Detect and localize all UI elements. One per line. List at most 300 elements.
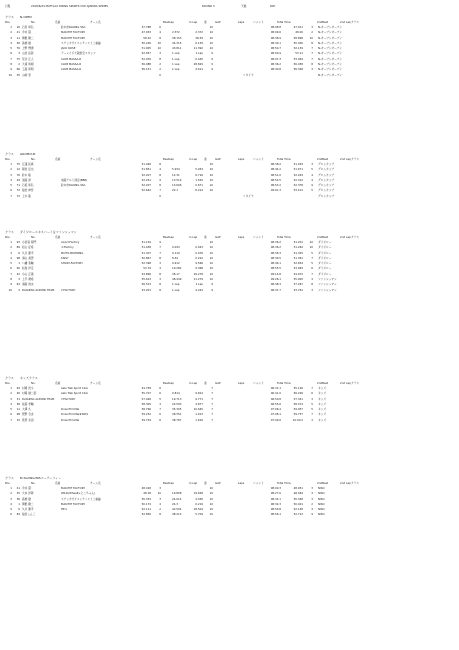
- cell-secondlap: 3: [311, 25, 313, 29]
- cell-team: Y-FACTORY: [61, 396, 76, 401]
- cell-comment: リタイヤ: [243, 193, 254, 198]
- column-header-inlap: In Lap: [189, 381, 198, 385]
- cell-pos: 2: [10, 245, 12, 250]
- cell-second: 53.083: [293, 266, 303, 271]
- cell-no: 84: [16, 512, 20, 517]
- date-label: 日程: [5, 4, 11, 8]
- cell-class: ファンシュマン: [318, 282, 337, 287]
- cell-class: キッズ: [318, 407, 327, 412]
- cell-gap: 9.368: [195, 266, 203, 271]
- cell-no: 90: [16, 266, 20, 271]
- cell-lap: 19.282: [172, 266, 182, 271]
- cell-name: 稲田しんご: [22, 512, 36, 517]
- cell-pos: 8: [10, 277, 12, 282]
- cell-laps: 9: [211, 62, 213, 67]
- cell-best: 51.046: [141, 162, 151, 166]
- cell-secondlap: 7: [311, 386, 313, 390]
- column-header-laps: Laps: [238, 481, 245, 485]
- cell-best: 59.729: [141, 417, 151, 422]
- cell-lap: 42.504: [172, 507, 182, 512]
- cell-team: CLUB MASSA-R: [61, 56, 82, 61]
- cell-gap: 4.456: [195, 496, 203, 501]
- cell-total: 09:01.3: [270, 188, 281, 193]
- cell-no: 35: [16, 72, 20, 77]
- cell-pos: 5: [10, 183, 12, 188]
- cell-no: 16: [16, 25, 20, 29]
- cell-secondlap: 5: [311, 250, 313, 255]
- cell-pos: 5: [10, 46, 12, 51]
- cell-second: 58.898: [293, 35, 303, 40]
- cell-laps: 9: [211, 51, 213, 56]
- cell-name: 大澤 久: [22, 407, 31, 412]
- cell-second: 52.378: [293, 183, 303, 188]
- cell-second: 47.911: [293, 25, 303, 29]
- cell-inlap: 8: [159, 271, 161, 276]
- cell-secondlap: 3: [311, 496, 313, 501]
- cell-team: Aels Trek Sport Club: [61, 386, 88, 390]
- cell-name: 関根 隆二: [22, 35, 34, 40]
- cell-second: 56.328: [293, 67, 303, 72]
- column-header-second: 2ndBest: [317, 235, 329, 239]
- cell-no: 1: [18, 501, 20, 506]
- cell-pos: 10: [8, 72, 12, 77]
- cell-inlap: 3: [159, 496, 161, 501]
- cell-best: 51.905: [141, 46, 151, 51]
- column-header-comment: コメント: [253, 235, 264, 239]
- cell-name: 大滝 和樹: [22, 62, 34, 67]
- cell-team: DownThrottle: [61, 417, 80, 422]
- cell-gap: 9.814: [195, 391, 203, 396]
- cell-laps: 10: [209, 261, 213, 266]
- cell-second: 50.300: [293, 40, 303, 45]
- cell-no: 66: [16, 67, 20, 72]
- cell-second: 51.262: [293, 245, 303, 250]
- column-header-best: BestLap: [163, 235, 174, 239]
- cell-no: 11: [16, 407, 20, 412]
- cell-laps: 10: [209, 245, 213, 250]
- cell-pos: 7: [10, 417, 12, 422]
- cell-gap: 1.616: [195, 417, 203, 422]
- cell-name: 上手 湧希: [22, 277, 34, 282]
- cell-inlap: 9: [159, 240, 161, 244]
- cell-pos: 1: [10, 386, 12, 390]
- cell-second: 55.905: [293, 277, 303, 282]
- cell-pos: 4: [10, 177, 12, 182]
- cell-best: 51.038: [141, 245, 151, 250]
- cell-best: 52.241: [141, 177, 151, 182]
- cell-name: 工藤 和明: [22, 67, 34, 72]
- cell-no: 35: [16, 491, 20, 496]
- cell-secondlap: 7: [311, 412, 313, 417]
- cell-inlap: 3: [159, 486, 161, 490]
- cell-total: 09:14.8: [270, 271, 281, 276]
- cell-gap: 4.877: [195, 401, 203, 406]
- cell-inlap: 10: [157, 491, 161, 496]
- column-header-no: No.: [31, 235, 36, 239]
- cell-name: 石坂 和弘: [22, 183, 34, 188]
- cell-second: 50.401: [293, 501, 303, 506]
- cell-inlap: 6: [159, 25, 161, 29]
- cell-pos: 2: [10, 167, 12, 172]
- cell-inlap: 6: [159, 386, 161, 390]
- cell-no: 15: [16, 417, 20, 422]
- cell-best: 58.32: [143, 35, 151, 40]
- cell-laps: 7: [211, 407, 213, 412]
- cell-second: 56.226: [293, 391, 303, 396]
- cell-best: 47.933: [141, 30, 151, 35]
- cell-comment: リタイヤ: [243, 72, 254, 77]
- column-header-comment: コメント: [253, 157, 264, 161]
- cell-name: 石田 和弘: [22, 25, 34, 29]
- cell-class: ダイジロー: [318, 245, 332, 250]
- column-header-secondlap: 2nd Lap: [340, 157, 351, 161]
- column-header-pos: Pos.: [5, 20, 11, 24]
- results-section: [5, 230, 454, 294]
- cell-lap: 1 Lap: [172, 67, 180, 72]
- cell-total: 08:48.3: [270, 282, 281, 287]
- cell-no: 72: [16, 188, 20, 193]
- cell-class: ダイジロー: [318, 255, 332, 260]
- cell-team: MAKIHIT FACTORY: [61, 501, 86, 506]
- cell-total: 08:32.1: [270, 496, 281, 501]
- column-header-inlap: In Lap: [189, 481, 198, 485]
- cell-total: 08:32.3: [270, 501, 281, 506]
- cell-class: キッズ: [318, 396, 327, 401]
- cell-class: キッズ: [318, 391, 327, 396]
- cell-pos: 3: [10, 250, 12, 255]
- cell-inlap: 8: [159, 56, 161, 61]
- section-title: クラス GROMCUP: [5, 152, 36, 156]
- cell-lap: 0.043: [172, 245, 180, 250]
- cell-name: 山崎 恵: [22, 72, 31, 77]
- cell-secondlap: 2: [311, 30, 313, 35]
- cell-second: 48.464: [293, 491, 303, 496]
- cell-team: DownThrottle: [61, 407, 80, 412]
- column-header-total: Total Time: [277, 157, 291, 161]
- cell-no: 76: [16, 172, 20, 177]
- cell-laps: 10: [209, 25, 213, 29]
- cell-second: 53.064: [293, 56, 303, 61]
- cell-inlap: 0: [159, 193, 161, 198]
- cell-best: 59.232: [141, 412, 151, 417]
- cell-second: 52.712: [293, 512, 303, 517]
- column-header-team: チーム名: [90, 381, 101, 385]
- column-header-lap: 差: [204, 381, 207, 385]
- cell-gap: 4.611: [195, 67, 203, 72]
- cell-gap: 6.716: [195, 172, 203, 177]
- cell-name: 松山 征希: [22, 245, 34, 250]
- cell-laps: 10: [209, 255, 213, 260]
- cell-team: KISSY: [61, 255, 69, 260]
- cell-inlap: 0: [159, 72, 161, 77]
- cell-laps: 10: [209, 271, 213, 276]
- cell-secondlap: 3: [311, 417, 313, 422]
- cell-class: N-オープンオープン: [318, 46, 342, 51]
- cell-total: 08:36.2: [270, 62, 281, 67]
- column-header-no: No.: [31, 157, 36, 161]
- column-header-class: クラス: [351, 381, 359, 385]
- cell-pos: 7: [10, 56, 12, 61]
- column-header-second: 2ndBest: [317, 481, 329, 485]
- cell-team: MAKIHIT FACTORY: [61, 486, 86, 490]
- cell-lap: 48.212: [172, 512, 182, 517]
- cell-no: 12: [16, 167, 20, 172]
- cell-inlap: 9: [159, 177, 161, 182]
- cell-name: 稲田 伸吾: [22, 188, 34, 193]
- cell-lap: 19.808: [172, 491, 182, 496]
- cell-name: 久川 勝平: [22, 250, 34, 255]
- cell-second: 58.474: [293, 401, 303, 406]
- column-header-total: Total Time: [277, 20, 291, 24]
- cell-class: N-オープンオープン: [318, 40, 342, 45]
- cell-best: 58.305: [141, 401, 151, 406]
- column-header-pos: Pos.: [5, 157, 11, 161]
- weather-value: DRY: [270, 4, 276, 8]
- cell-class: ダイジロー: [318, 250, 332, 255]
- cell-gap: 0.159: [195, 40, 203, 45]
- cell-laps: 9: [211, 56, 213, 61]
- cell-secondlap: 7: [311, 271, 313, 276]
- cell-class: グロムカップ: [318, 188, 335, 193]
- cell-team: 鈴木市RACING SSC: [61, 183, 86, 188]
- cell-inlap: 6: [159, 391, 161, 396]
- cell-total: 07:09.6: [270, 417, 281, 422]
- column-header-comment: コメント: [253, 381, 264, 385]
- cell-name: 上木 聡: [22, 193, 31, 198]
- cell-lap: 12.31: [172, 172, 180, 177]
- column-header-class: クラス: [351, 481, 359, 485]
- cell-lap: 36.17: [172, 271, 180, 276]
- cell-total: 08:00.9: [270, 51, 281, 56]
- cell-inlap: 7: [159, 188, 161, 193]
- cell-name: 高橋 健: [22, 40, 31, 45]
- cell-secondlap: 7: [311, 255, 313, 260]
- column-header-pos: Pos.: [5, 481, 11, 485]
- cell-inlap: 3: [159, 51, 161, 56]
- cell-name: 加藤 淳: [22, 177, 31, 182]
- cell-inlap: 3: [159, 401, 161, 406]
- table-row: [5, 419, 454, 424]
- cell-team: AAA-Y-Factory: [61, 240, 80, 244]
- column-header-best: BestLap: [163, 157, 174, 161]
- cell-no: 71: [16, 183, 20, 188]
- cell-name: 大本 洋夢: [22, 491, 34, 496]
- cell-pos: 3: [10, 172, 12, 177]
- cell-pos: 6: [10, 188, 12, 193]
- cell-best: 52.856: [141, 512, 151, 517]
- cell-no: 1: [18, 261, 20, 266]
- cell-secondlap: 6: [311, 391, 313, 396]
- cell-secondlap: 2: [311, 501, 313, 506]
- cell-class: キッズ: [318, 412, 327, 417]
- cell-total: 08:56.1: [270, 512, 281, 517]
- cell-lap: 1 Lap: [172, 62, 180, 67]
- column-header-name: 名前: [55, 481, 61, 485]
- cell-secondlap: 7: [311, 56, 313, 61]
- cell-laps: 10: [209, 40, 213, 45]
- column-header-gap: GAP: [215, 20, 221, 24]
- cell-team: 鈴木市RACING SSC: [61, 25, 86, 29]
- cell-best: 52.976: [141, 56, 151, 61]
- cell-gap: 0.445: [195, 56, 203, 61]
- cell-lap: 34.315: [172, 40, 182, 45]
- cell-total: 06:41.0: [270, 391, 281, 396]
- cell-class: ダイジロー: [318, 261, 332, 266]
- column-header-pos: Pos.: [5, 235, 11, 239]
- cell-lap: 24.3: [172, 501, 178, 506]
- cell-total: 08:49.1: [270, 261, 281, 266]
- cell-second: 51.361: [293, 255, 303, 260]
- cell-laps: 10: [209, 491, 213, 496]
- cell-name: 八幡 泰輔: [22, 261, 34, 266]
- column-header-secondlap: 2nd Lap: [340, 20, 351, 24]
- cell-no: 3: [18, 287, 20, 292]
- cell-no: 75: [16, 56, 20, 61]
- column-header-team: チーム名: [90, 20, 101, 24]
- column-header-class: クラス: [351, 157, 359, 161]
- cell-second: 51.671: [293, 167, 303, 172]
- cell-inlap: 8: [159, 512, 161, 517]
- cell-class: N-オープンオープン: [318, 56, 342, 61]
- cell-second: 55.126: [293, 386, 303, 390]
- cell-laps: 10: [209, 183, 213, 188]
- cell-second: 52.654: [293, 261, 303, 266]
- column-header-secondlap: 2nd Lap: [340, 381, 351, 385]
- cell-pos: 1: [10, 486, 12, 490]
- cell-secondlap: 5: [311, 407, 313, 412]
- cell-gap: 0.219: [195, 501, 203, 506]
- cell-second: 53.11: [295, 51, 303, 56]
- cell-gap: 11.279: [193, 277, 203, 282]
- cell-second: 01:00.2: [292, 417, 303, 422]
- cell-laps: 10: [209, 167, 213, 172]
- cell-class: グロムカップ: [318, 177, 335, 182]
- cell-class: グロムカップ: [318, 193, 335, 198]
- cell-second: 48.051: [293, 486, 303, 490]
- cell-lap: 36.351: [172, 412, 182, 417]
- cell-gap: 4.244: [195, 287, 203, 292]
- cell-name: 山田 拓郎: [22, 51, 34, 56]
- cell-total: 08:47.7: [270, 287, 281, 292]
- column-header-secondlap: 2nd Lap: [340, 481, 351, 485]
- cell-pos: 6: [10, 51, 12, 56]
- cell-second: 48.00: [295, 30, 303, 35]
- cell-laps: 10: [209, 35, 213, 40]
- table-row: [5, 195, 454, 200]
- cell-team: Y-FACTORY: [61, 287, 76, 292]
- cell-best: 47.788: [141, 25, 151, 29]
- section-title: クラス M-SGUNG/NISエーティフィー: [5, 476, 62, 480]
- column-header-comment: コメント: [253, 20, 264, 24]
- cell-pos: 3: [10, 396, 12, 401]
- column-header-gap: GAP: [215, 157, 221, 161]
- cell-best: 52.207: [141, 183, 151, 188]
- cell-secondlap: 3: [311, 507, 313, 512]
- cell-pos: 5: [10, 507, 12, 512]
- cell-laps: 7: [211, 396, 213, 401]
- cell-team: HE's: [61, 507, 67, 512]
- cell-pos: 5: [10, 407, 12, 412]
- cell-best: 50.867: [141, 255, 151, 260]
- column-header-team: チーム名: [90, 235, 101, 239]
- column-header-gap: GAP: [215, 481, 221, 485]
- cell-secondlap: 8: [311, 62, 313, 67]
- column-header-gap: GAP: [215, 381, 221, 385]
- cell-total: 08:53.2: [270, 183, 281, 188]
- cell-best: 56.513: [141, 282, 151, 287]
- cell-secondlap: 7: [311, 46, 313, 51]
- event-title: 2018/6/24 MATTLAX RISING SPORTS CUP AJINURA SERIES: [31, 4, 108, 8]
- column-header-laps: Laps: [238, 20, 245, 24]
- results-section: [5, 152, 454, 200]
- cell-name: 久川 勝平: [22, 507, 34, 512]
- cell-secondlap: 8: [311, 282, 313, 287]
- cell-name: 佐藤 孝輔: [22, 401, 34, 406]
- cell-pos: 9: [10, 67, 12, 72]
- cell-inlap: 7: [159, 245, 161, 250]
- cell-secondlap: 10: [309, 35, 313, 40]
- cell-inlap: 3: [159, 277, 161, 282]
- cell-inlap: 6: [159, 417, 161, 422]
- cell-lap: 24.014: [172, 496, 182, 501]
- cell-gap: 9.566: [195, 261, 203, 266]
- cell-team: アーメイジ大阪航空スタッフ: [61, 51, 96, 56]
- column-header-total: Total Time: [277, 481, 291, 485]
- cell-class: N-オープンオープン: [318, 25, 342, 29]
- cell-inlap: 8: [159, 183, 161, 188]
- cell-laps: 9: [211, 282, 213, 287]
- cell-gap: 0.043: [195, 245, 203, 250]
- cell-total: 08:40.8: [270, 67, 281, 72]
- cell-inlap: 10: [157, 40, 161, 45]
- cell-name: 岡田 征也: [22, 167, 34, 172]
- cell-best: 51.129: [141, 240, 151, 244]
- cell-name: 村岡 洸斗: [22, 386, 34, 390]
- results-section: [5, 376, 454, 424]
- cell-laps: 9: [211, 67, 213, 72]
- cell-no: 63: [16, 386, 20, 390]
- cell-second: 51.263: [293, 162, 303, 166]
- cell-no: 75: [16, 162, 20, 166]
- cell-pos: 3: [10, 35, 12, 40]
- cell-best: 54.758: [141, 386, 151, 390]
- cell-class: N-オープンオープン: [318, 30, 342, 35]
- cell-best: 52.957: [141, 51, 151, 56]
- cell-pos: 7: [10, 271, 12, 276]
- cell-inlap: 2: [159, 62, 161, 67]
- cell-total: 09:26.1: [270, 277, 281, 282]
- weather-label: 天候: [241, 4, 247, 8]
- column-header-best: BestLap: [163, 381, 174, 385]
- cell-gap: 38.59: [195, 35, 203, 40]
- cell-secondlap: 7: [311, 51, 313, 56]
- cell-laps: 10: [209, 266, 213, 271]
- cell-best: 50.333: [141, 496, 151, 501]
- column-header-no: No.: [31, 381, 36, 385]
- cell-total: 08:52.5: [270, 177, 281, 182]
- cell-pos: 9: [10, 282, 12, 287]
- cell-gap: 0.222: [195, 255, 203, 260]
- column-header-name: 名前: [55, 381, 61, 385]
- cell-name: 今井 賢: [22, 486, 31, 490]
- cell-name: 高橋 健: [22, 496, 31, 501]
- cell-name: 小山 正義: [22, 271, 34, 276]
- column-header-total: Total Time: [277, 235, 291, 239]
- column-header-lap: 差: [204, 20, 207, 24]
- cell-secondlap: 4: [311, 177, 313, 182]
- cell-team: ステッカサイエンティスト二重論: [61, 40, 101, 45]
- cell-gap: 1.559: [195, 177, 203, 182]
